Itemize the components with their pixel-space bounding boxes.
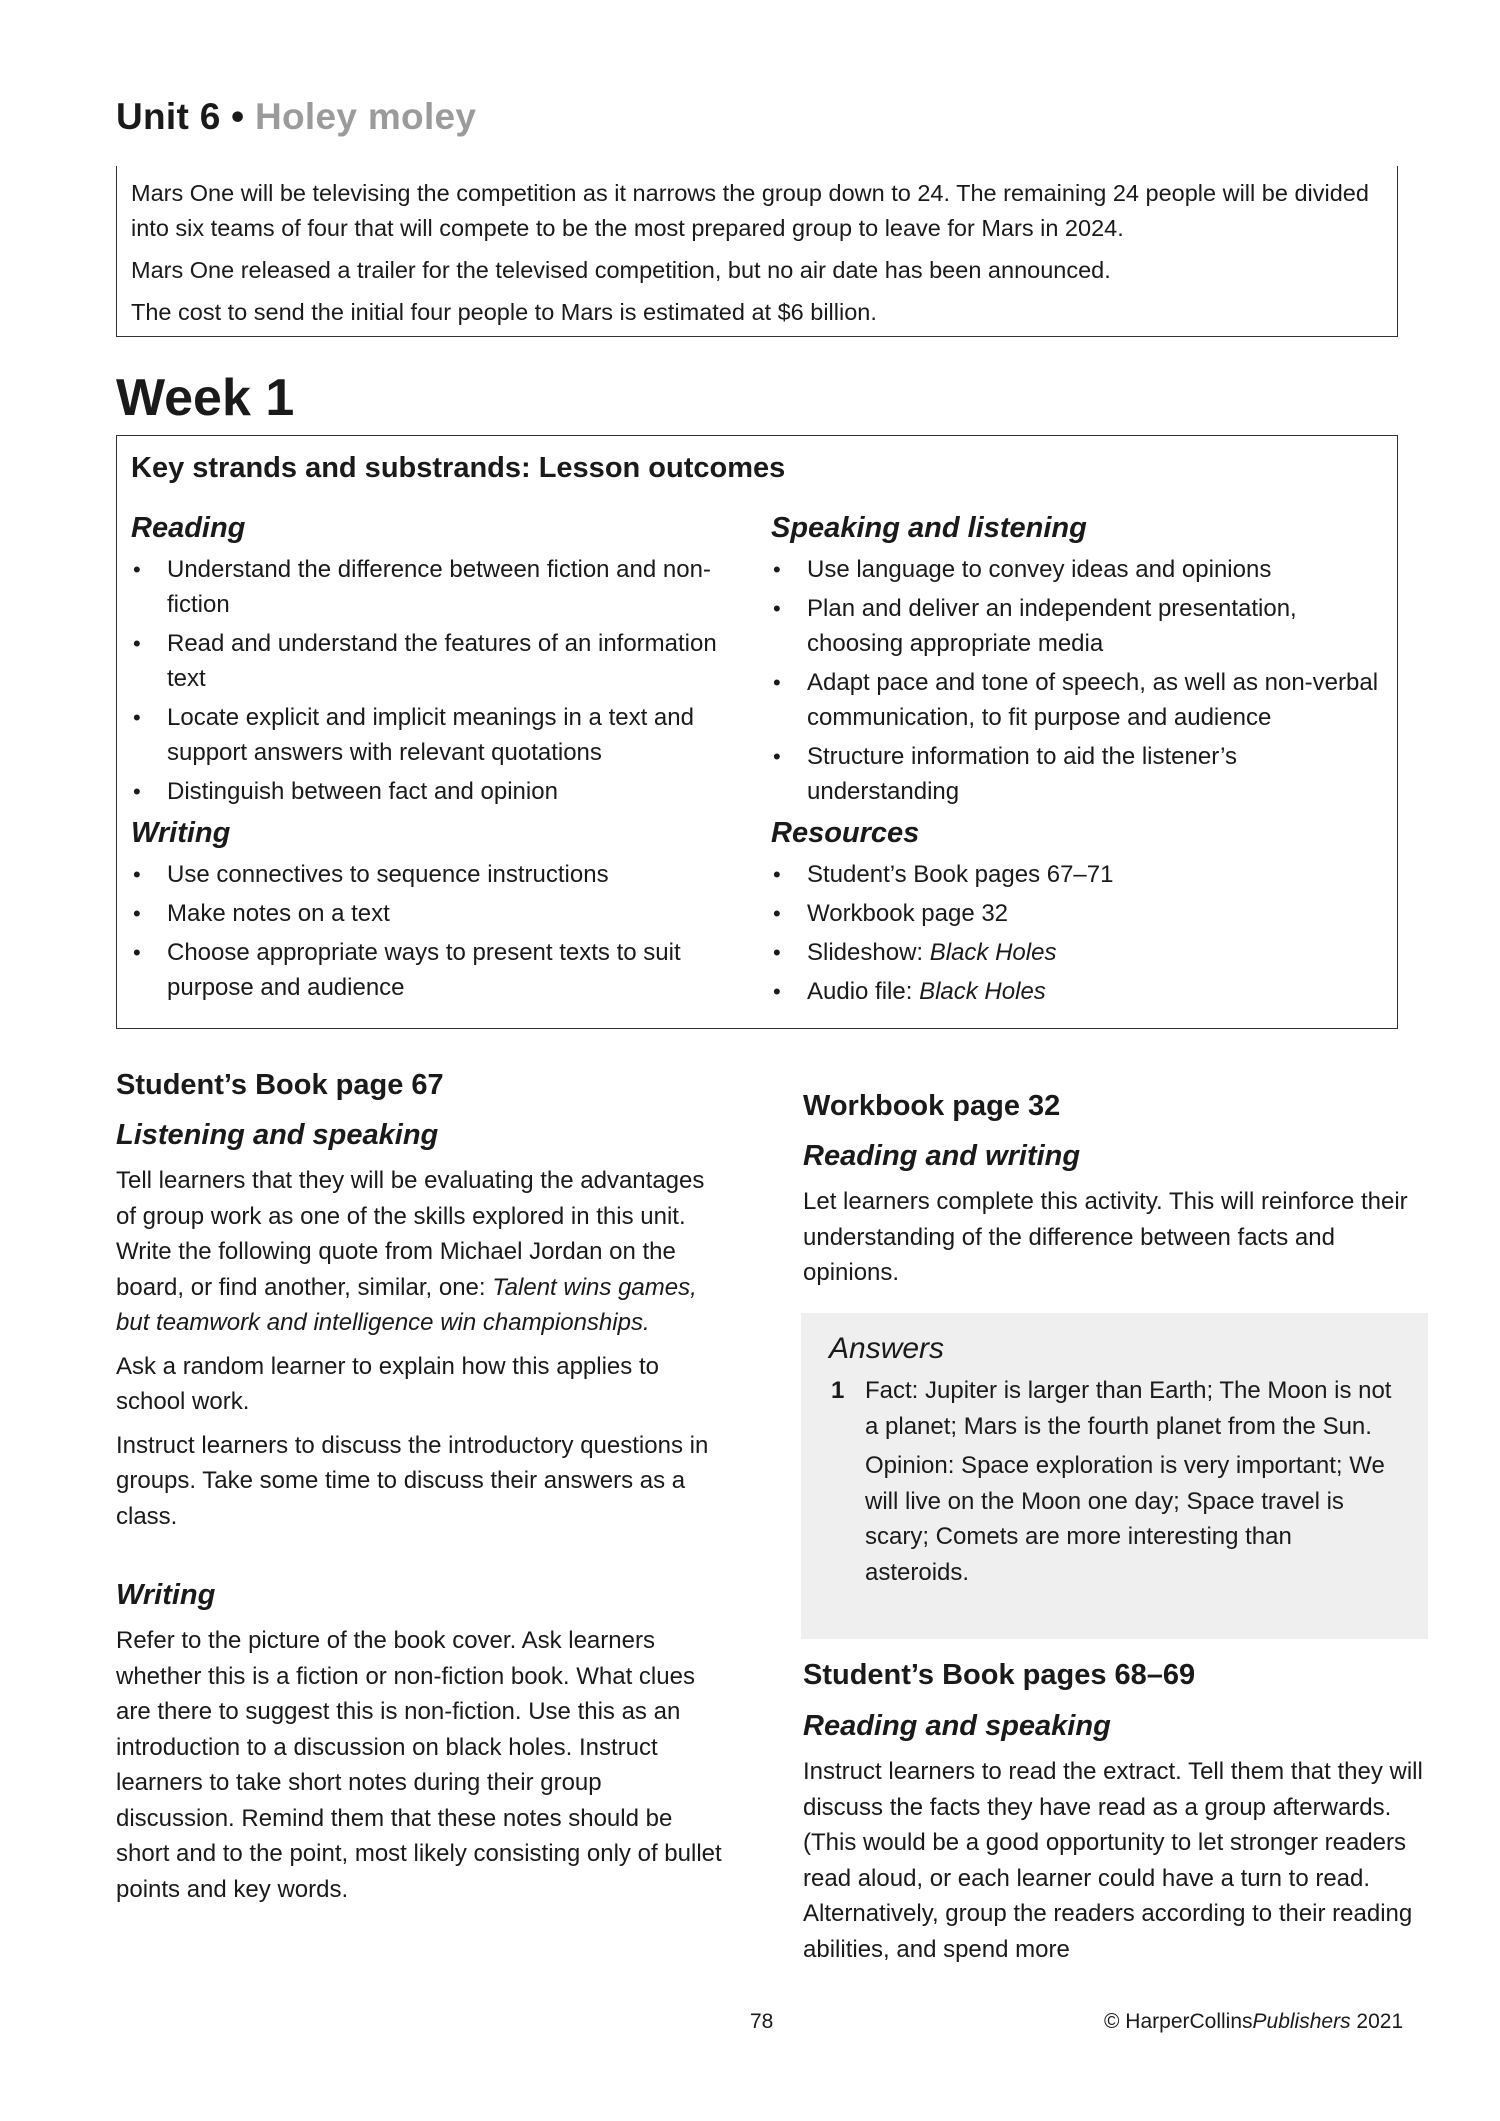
section-heading: Student’s Book pages 68–69 xyxy=(803,1659,1196,1691)
writing-heading: Writing xyxy=(131,817,231,849)
paragraph: Ask a random learner to explain how this applies to school work. xyxy=(116,1352,659,1415)
list-item: • Read and understand the features of an information text xyxy=(131,626,751,696)
outcomes-right-column xyxy=(771,510,1386,1013)
answer-number: 1 xyxy=(831,1377,845,1404)
unit-subtitle: Holey moley xyxy=(255,96,477,137)
intro-paragraph: The cost to send the initial four people to Mars is estimated at $6 billion. xyxy=(131,299,877,325)
writing-list xyxy=(131,857,751,1005)
paragraph-text: Tell learners that they will be evaluating the advantages of group work as one of the skills explored in this unit. Write the following quote from Michael Jordan on the board, or find another, similar, one: xyxy=(116,1167,705,1301)
section-subheading: Writing xyxy=(116,1579,216,1611)
unit-number: Unit 6 xyxy=(116,96,221,137)
section-heading: Student’s Book page 67 xyxy=(116,1069,444,1101)
lesson-outcomes-box xyxy=(116,435,1398,1029)
section-subheading: Listening and speaking xyxy=(116,1119,439,1151)
answers-box xyxy=(801,1313,1428,1639)
intro-text-box xyxy=(116,166,1398,337)
speaking-list xyxy=(771,552,1386,809)
resource-label: Audio file: xyxy=(807,978,920,1005)
resources-list xyxy=(771,857,1386,1009)
section-subheading: Reading and speaking xyxy=(803,1710,1111,1742)
list-item: • Make notes on a text xyxy=(131,896,751,931)
intro-paragraph: Mars One released a trailer for the televised competition, but no air date has been announced. xyxy=(131,257,1111,283)
copyright-italic: Publishers xyxy=(1252,2010,1351,2033)
unit-separator: • xyxy=(220,96,256,137)
copyright-prefix: © HarperCollins xyxy=(1104,2010,1253,2033)
paragraph xyxy=(116,1163,726,1341)
list-item xyxy=(771,935,1386,970)
week-title: Week 1 xyxy=(116,369,295,427)
left-paragraphs-2 xyxy=(116,1623,726,1907)
paragraph: Instruct learners to discuss the introductory questions in groups. Take some time to discuss their answers as a class. xyxy=(116,1431,709,1530)
resource-title: Black Holes xyxy=(929,939,1057,966)
page-number: 78 xyxy=(750,2010,774,2033)
list-item: • Workbook page 32 xyxy=(771,896,1386,931)
list-item: • Locate explicit and implicit meanings in a text and support answers with relevant quotations xyxy=(131,700,751,770)
copyright-suffix: 2021 xyxy=(1350,2010,1404,2033)
intro-paragraph: Mars One will be televising the competition as it narrows the group down to 24. The remaining 24 people will be divided into six teams of four that will compete to be the most prepared group to leave for Mars in 2024. xyxy=(131,180,1369,241)
list-item: • Structure information to aid the listener’s understanding xyxy=(771,739,1386,809)
list-item: • Adapt pace and tone of speech, as well as non-verbal communication, to fit purpose and audience xyxy=(771,665,1386,735)
resource-label: Slideshow: xyxy=(807,939,930,966)
list-item: • Use connectives to sequence instructions xyxy=(131,857,751,892)
speaking-heading: Speaking and listening xyxy=(771,512,1087,544)
list-item: • Student’s Book pages 67–71 xyxy=(771,857,1386,892)
reading-list xyxy=(131,552,751,809)
left-paragraphs xyxy=(116,1163,726,1534)
paragraph: Instruct learners to read the extract. Tell them that they will discuss the facts they have read as a group afterwards. (This would be a good opportunity to let stronger readers read aloud, or each learner could have a turn to read. Alternatively, group the readers according to their reading abilities, and spend more xyxy=(803,1758,1423,1963)
outcomes-title: Key strands and substrands: Lesson outcomes xyxy=(131,452,786,484)
answers-title: Answers xyxy=(829,1332,945,1365)
copyright xyxy=(1104,2010,1403,2034)
list-item xyxy=(771,974,1386,1009)
reading-heading: Reading xyxy=(131,512,246,544)
outcomes-left-column xyxy=(131,510,751,1009)
list-item: • Use language to convey ideas and opinions xyxy=(771,552,1386,587)
answer-item xyxy=(829,1373,1402,1590)
resource-title: Black Holes xyxy=(919,978,1046,1005)
answer-opinion: Opinion: Space exploration is very important; We will live on the Moon one day; Space travel is scary; Comets are more interesting than asteroids. xyxy=(865,1452,1385,1586)
list-item: • Plan and deliver an independent presentation, choosing appropriate media xyxy=(771,591,1386,661)
paragraph: Let learners complete this activity. This will reinforce their understanding of the difference between facts and opinions. xyxy=(803,1188,1408,1286)
list-item: • Distinguish between fact and opinion xyxy=(131,774,751,809)
section-subheading: Reading and writing xyxy=(803,1140,1081,1172)
paragraph: Refer to the picture of the book cover. Ask learners whether this is a fiction or non-fiction book. What clues are there to suggest this is non-fiction. Use this as an introduction to a discussion on black holes. Instruct learners to take short notes during their group discussion. Remind them that these notes should be short and to the point, most likely consisting only of bullet points and key words. xyxy=(116,1627,722,1903)
resources-heading: Resources xyxy=(771,817,920,849)
answer-fact: Fact: Jupiter is larger than Earth; The Moon is not a planet; Mars is the fourth planet from the Sun. xyxy=(865,1377,1392,1440)
right-paragraphs-2 xyxy=(803,1754,1428,1967)
unit-heading xyxy=(116,96,476,138)
right-paragraphs xyxy=(803,1184,1428,1291)
list-item: • Understand the difference between fiction and non-fiction xyxy=(131,552,751,622)
list-item: • Choose appropriate ways to present texts to suit purpose and audience xyxy=(131,935,751,1005)
quote: Talent wins games, but teamwork and intelligence win championships. xyxy=(116,1273,697,1336)
section-heading: Workbook page 32 xyxy=(803,1090,1061,1122)
